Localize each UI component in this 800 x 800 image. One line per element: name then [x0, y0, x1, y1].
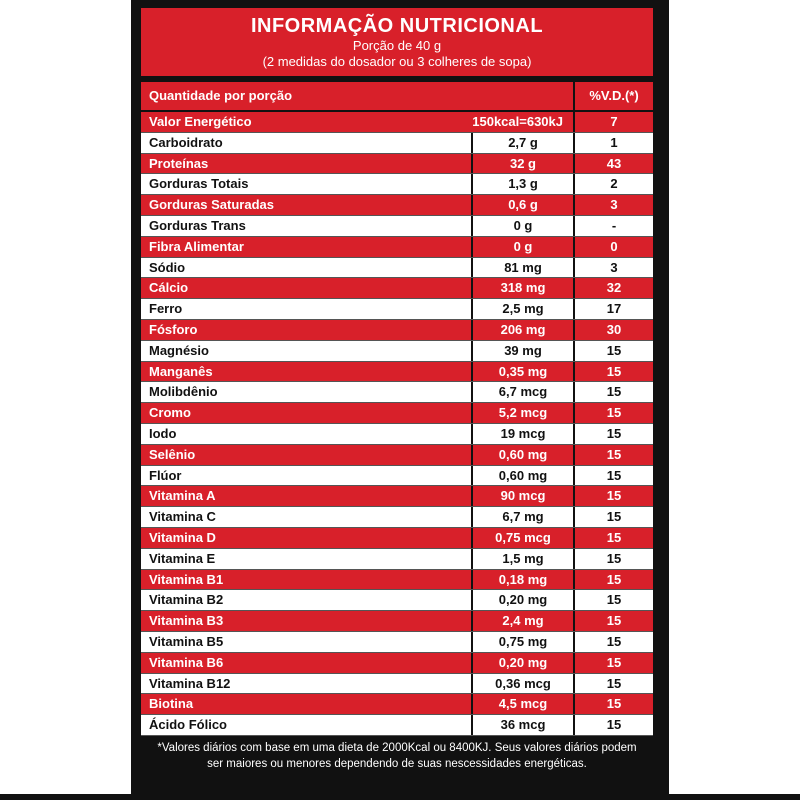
nutrient-vd: 17	[573, 299, 653, 319]
nutrient-amount: 0,36 mcg	[471, 674, 573, 694]
table-row	[141, 674, 653, 695]
nutrient-amount: 2,5 mg	[471, 299, 573, 319]
nutrient-name: Ferro	[149, 301, 183, 317]
nutrient-name: Vitamina B12	[149, 675, 231, 691]
nutrient-name: Gorduras Saturadas	[149, 197, 274, 213]
table-row	[141, 486, 653, 507]
nutrient-vd: 15	[573, 653, 653, 673]
nutrient-vd: 32	[573, 278, 653, 298]
energy-cell	[141, 112, 573, 132]
nutrient-name: Gorduras Totais	[149, 176, 249, 192]
nutrient-vd: 15	[573, 486, 653, 506]
table-row	[141, 258, 653, 279]
nutrient-vd: 15	[573, 466, 653, 486]
table-row	[141, 507, 653, 528]
nutrient-vd: 15	[573, 715, 653, 735]
table-row	[141, 320, 653, 341]
nutrient-vd: 15	[573, 632, 653, 652]
measure-text: (2 medidas do dosador ou 3 colheres de sopa)	[262, 54, 532, 69]
vd-header: %V.D.(*)	[575, 82, 653, 110]
nutrient-vd: 15	[573, 362, 653, 382]
nutrient-amount: 0,18 mg	[471, 570, 573, 590]
nutrition-table	[141, 112, 653, 736]
footnote-line-2: ser maiores ou menores dependendo de suas nescessidades energéticas.	[207, 758, 587, 770]
nutrient-name: Sódio	[149, 259, 186, 275]
nutrient-amount: 318 mg	[471, 278, 573, 298]
nutrient-amount: 2,7 g	[471, 133, 573, 153]
energy-name: Valor Energético	[149, 114, 252, 129]
nutrient-amount: 0 g	[471, 216, 573, 236]
nutrient-amount: 39 mg	[471, 341, 573, 361]
table-row	[141, 590, 653, 611]
nutrient-name: Vitamina B5	[149, 633, 224, 649]
nutrient-name: Magnésio	[149, 342, 209, 358]
nutrient-vd: 0	[573, 237, 653, 257]
nutrient-name: Biotina	[149, 696, 194, 712]
quantity-header: Quantidade por porção	[141, 82, 573, 110]
nutrient-amount: 6,7 mg	[471, 507, 573, 527]
table-row	[141, 362, 653, 383]
energy-vd: 7	[573, 112, 653, 132]
table-row	[141, 403, 653, 424]
portion-text: Porção de 40 g	[352, 38, 442, 53]
nutrient-vd: 15	[573, 590, 653, 610]
table-row-energy	[141, 112, 653, 133]
nutrient-name: Vitamina D	[149, 529, 216, 545]
nutrient-name: Cálcio	[149, 280, 189, 296]
nutrient-vd: 30	[573, 320, 653, 340]
nutrient-amount: 5,2 mcg	[471, 403, 573, 423]
table-row	[141, 528, 653, 549]
table-row	[141, 299, 653, 320]
nutrient-name: Vitamina E	[149, 550, 216, 566]
table-row	[141, 278, 653, 299]
nutrient-vd: 15	[573, 528, 653, 548]
nutrient-vd: 3	[573, 195, 653, 215]
table-row	[141, 632, 653, 653]
table-row	[141, 195, 653, 216]
nutrient-amount: 0,75 mcg	[471, 528, 573, 548]
nutrient-amount: 206 mg	[471, 320, 573, 340]
nutrient-name: Selênio	[149, 446, 196, 462]
nutrient-rows	[141, 133, 653, 736]
nutrient-name: Carboidrato	[149, 134, 223, 150]
nutrient-amount: 0,75 mg	[471, 632, 573, 652]
nutrient-name: Vitamina A	[149, 488, 216, 504]
label-header	[141, 8, 653, 76]
table-row	[141, 424, 653, 445]
nutrient-name: Fósforo	[149, 321, 198, 337]
nutrient-name: Gorduras Trans	[149, 217, 246, 233]
nutrient-amount: 0,60 mg	[471, 445, 573, 465]
nutrient-amount: 6,7 mcg	[471, 382, 573, 402]
nutrient-name: Proteínas	[149, 155, 209, 171]
nutrient-name: Vitamina B2	[149, 592, 224, 608]
bottom-divider	[0, 794, 800, 800]
nutrient-vd: 15	[573, 445, 653, 465]
nutrient-amount: 0 g	[471, 237, 573, 257]
nutrient-amount: 81 mg	[471, 258, 573, 278]
table-row	[141, 694, 653, 715]
nutrient-name: Manganês	[149, 363, 213, 379]
nutrient-vd: 15	[573, 549, 653, 569]
nutrient-vd: 15	[573, 570, 653, 590]
nutrient-amount: 0,20 mg	[471, 653, 573, 673]
table-row	[141, 154, 653, 175]
nutrient-name: Vitamina B1	[149, 571, 224, 587]
nutrient-vd: -	[573, 216, 653, 236]
nutrient-name: Iodo	[149, 425, 177, 441]
nutrient-amount: 2,4 mg	[471, 611, 573, 631]
nutrient-vd: 3	[573, 258, 653, 278]
table-row	[141, 715, 653, 736]
nutrient-amount: 1,3 g	[471, 174, 573, 194]
table-row	[141, 216, 653, 237]
table-row	[141, 237, 653, 258]
footnote	[141, 740, 653, 772]
nutrient-amount: 36 mcg	[471, 715, 573, 735]
table-row	[141, 445, 653, 466]
table-row	[141, 570, 653, 591]
nutrient-vd: 15	[573, 424, 653, 444]
table-row	[141, 549, 653, 570]
nutrient-name: Flúor	[149, 467, 182, 483]
nutrient-amount: 1,5 mg	[471, 549, 573, 569]
nutrient-amount: 19 mcg	[471, 424, 573, 444]
table-row	[141, 466, 653, 487]
footnote-line-1: *Valores diários com base em uma dieta de 2000Kcal ou 8400KJ. Seus valores diários podem	[157, 742, 637, 754]
label-title: INFORMAÇÃO NUTRICIONAL	[250, 15, 544, 37]
table-row	[141, 174, 653, 195]
nutrient-amount: 90 mcg	[471, 486, 573, 506]
nutrient-vd: 2	[573, 174, 653, 194]
table-row	[141, 653, 653, 674]
table-header	[141, 82, 653, 110]
nutrient-name: Cromo	[149, 405, 191, 421]
nutrient-name: Fibra Alimentar	[149, 238, 244, 254]
table-row	[141, 341, 653, 362]
nutrient-vd: 15	[573, 382, 653, 402]
nutrient-amount: 0,20 mg	[471, 590, 573, 610]
nutrient-amount: 0,35 mg	[471, 362, 573, 382]
nutrient-vd: 15	[573, 674, 653, 694]
nutrient-vd: 43	[573, 154, 653, 174]
nutrient-name: Vitamina B6	[149, 654, 224, 670]
nutrient-vd: 15	[573, 403, 653, 423]
nutrient-name: Ácido Fólico	[149, 717, 227, 733]
table-row	[141, 133, 653, 154]
nutrient-vd: 15	[573, 341, 653, 361]
table-row	[141, 611, 653, 632]
nutrient-vd: 15	[573, 611, 653, 631]
energy-amount: 150kcal=630kJ	[472, 114, 563, 129]
nutrient-name: Vitamina B3	[149, 613, 224, 629]
nutrient-amount: 0,60 mg	[471, 466, 573, 486]
nutrient-name: Vitamina C	[149, 509, 216, 525]
nutrient-amount: 32 g	[471, 154, 573, 174]
nutrient-amount: 0,6 g	[471, 195, 573, 215]
nutrient-name: Molibdênio	[149, 384, 218, 400]
nutrient-vd: 1	[573, 133, 653, 153]
nutrient-amount: 4,5 mcg	[471, 694, 573, 714]
nutrient-vd: 15	[573, 694, 653, 714]
nutrient-vd: 15	[573, 507, 653, 527]
table-row	[141, 382, 653, 403]
